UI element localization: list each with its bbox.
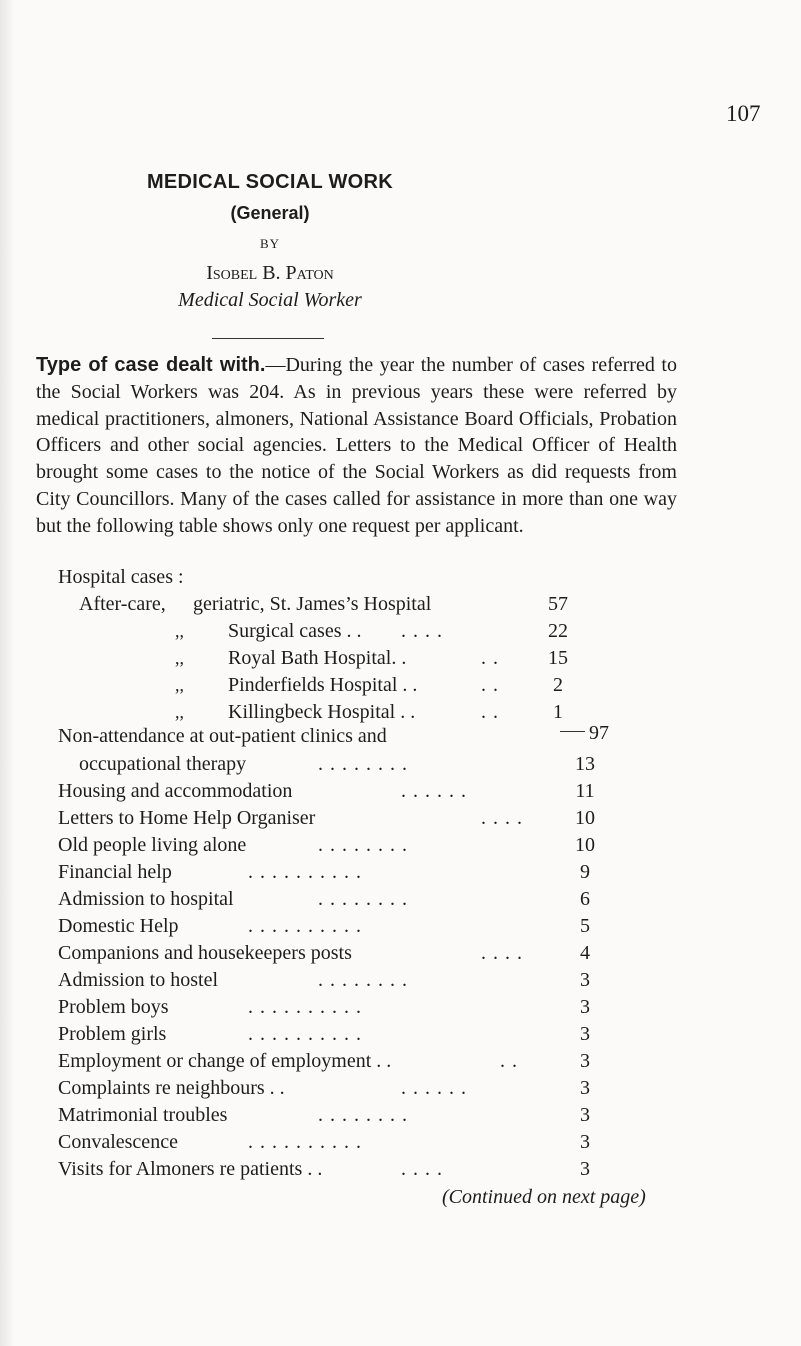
hospital-prefix: After-care, bbox=[79, 593, 166, 615]
hospital-item-value: 2 bbox=[553, 674, 563, 696]
page-subtitle: (General) bbox=[230, 203, 310, 223]
leader-dots: . . . . . . . . . . bbox=[248, 1131, 362, 1153]
title-divider bbox=[212, 338, 324, 339]
request-value: 9 bbox=[580, 861, 590, 883]
leader-dots: . . . . . . . . bbox=[318, 969, 408, 991]
leader-dots: . . . . bbox=[401, 1158, 443, 1180]
hospital-item-label: Surgical cases . . bbox=[228, 620, 362, 642]
ditto-mark: ,, bbox=[175, 648, 184, 668]
hospital-item-label: geriatric, St. James’s Hospital bbox=[193, 593, 432, 615]
request-label: occupational therapy bbox=[79, 753, 247, 775]
hospital-item-value: 15 bbox=[548, 647, 568, 669]
intro-text: —During the year the number of cases referred to the Social Workers was 204. As in previous years these were referred by medical practitioners, almoners, National Assistance Board Officials, Probation Officers and other social agencies. Letters to the Medical Officer of Health brought some cases to the notice of the Social Workers as did requests from City Councillors. Many of the cases called for assistance in more than one way but the following table shows only one request per applicant. bbox=[36, 354, 677, 537]
request-value: 10 bbox=[575, 834, 595, 856]
request-label: Old people living alone bbox=[58, 834, 247, 856]
request-value: 4 bbox=[580, 942, 590, 964]
request-value: 10 bbox=[575, 807, 595, 829]
request-label: Problem boys bbox=[58, 996, 169, 1018]
leader-dots: . . . . . . . . bbox=[318, 1104, 408, 1126]
leader-dots: . . . . bbox=[401, 620, 443, 642]
leader-dots: . . . . bbox=[481, 942, 523, 964]
request-label: Visits for Almoners re patients . . bbox=[58, 1158, 323, 1180]
request-value: 3 bbox=[580, 1131, 590, 1153]
request-value: 13 bbox=[575, 753, 595, 775]
request-value: 3 bbox=[580, 1158, 590, 1180]
ditto-mark: ,, bbox=[175, 675, 184, 695]
hospital-item-label: Killingbeck Hospital . . bbox=[228, 701, 416, 723]
leader-dots: . . . . . . . . . . bbox=[248, 1023, 362, 1045]
hospital-total: 97 bbox=[589, 722, 609, 744]
request-value: 3 bbox=[580, 1023, 590, 1045]
leader-dots: . . bbox=[500, 1050, 518, 1072]
leader-dots: . . . . . . . . bbox=[318, 888, 408, 910]
hospital-header: Hospital cases : bbox=[58, 566, 184, 588]
request-value: 3 bbox=[580, 1077, 590, 1099]
request-label: Admission to hostel bbox=[58, 969, 219, 991]
page-edge-shadow bbox=[0, 0, 14, 1346]
request-label: Domestic Help bbox=[58, 915, 179, 937]
request-label: Letters to Home Help Organiser bbox=[58, 807, 316, 829]
request-label: Financial help bbox=[58, 861, 172, 883]
request-label: Matrimonial troubles bbox=[58, 1104, 228, 1126]
hospital-item-value: 57 bbox=[548, 593, 568, 615]
author-role: Medical Social Worker bbox=[178, 289, 362, 311]
leader-dots: . . bbox=[481, 701, 499, 723]
leader-dots: . . bbox=[481, 647, 499, 669]
request-value: 11 bbox=[575, 780, 595, 802]
hospital-item-value: 22 bbox=[548, 620, 568, 642]
leader-dots: . . . . . . . . . . bbox=[248, 915, 362, 937]
request-label: Housing and accommodation bbox=[58, 780, 293, 802]
request-value: 5 bbox=[580, 915, 590, 937]
leader-dots: . . . . . . . . bbox=[318, 834, 408, 856]
request-value: 3 bbox=[580, 996, 590, 1018]
request-label: Non-attendance at out-patient clinics and bbox=[58, 725, 387, 747]
page-number: 107 bbox=[726, 101, 761, 126]
leader-dots: . . bbox=[481, 674, 499, 696]
leader-dots: . . . . . . . . bbox=[318, 753, 408, 775]
hospital-item-value: 1 bbox=[553, 701, 563, 723]
intro-paragraph bbox=[36, 352, 677, 540]
request-value: 3 bbox=[580, 969, 590, 991]
leader-dots: . . . . . . . . . . bbox=[248, 996, 362, 1018]
leader-dots: . . . . . . bbox=[401, 780, 467, 802]
request-value: 6 bbox=[580, 888, 590, 910]
request-label: Problem girls bbox=[58, 1023, 167, 1045]
request-label: Convalescence bbox=[58, 1131, 178, 1153]
request-label: Complaints re neighbours . . bbox=[58, 1077, 285, 1099]
ditto-mark: ,, bbox=[175, 621, 184, 641]
request-value: 3 bbox=[580, 1104, 590, 1126]
leader-dots: . . . . . . bbox=[401, 1077, 467, 1099]
request-label: Companions and housekeepers posts bbox=[58, 942, 352, 964]
request-value: 3 bbox=[580, 1050, 590, 1072]
hospital-item-label: Royal Bath Hospital. . bbox=[228, 647, 407, 669]
request-label: Employment or change of employment . . bbox=[58, 1050, 392, 1072]
leader-dots: . . . . . . . . . . bbox=[248, 861, 362, 883]
request-label: Admission to hospital bbox=[58, 888, 234, 910]
ditto-mark: ,, bbox=[175, 702, 184, 722]
leader-dots: . . . . bbox=[481, 807, 523, 829]
hospital-item-label: Pinderfields Hospital . . bbox=[228, 674, 418, 696]
page-title: MEDICAL SOCIAL WORK bbox=[146, 171, 394, 193]
author-name: Isobel B. Paton bbox=[206, 262, 334, 284]
intro-lead: Type of case dealt with. bbox=[36, 354, 266, 376]
continued-note: (Continued on next page) bbox=[442, 1186, 646, 1208]
byline: BY bbox=[259, 236, 281, 251]
